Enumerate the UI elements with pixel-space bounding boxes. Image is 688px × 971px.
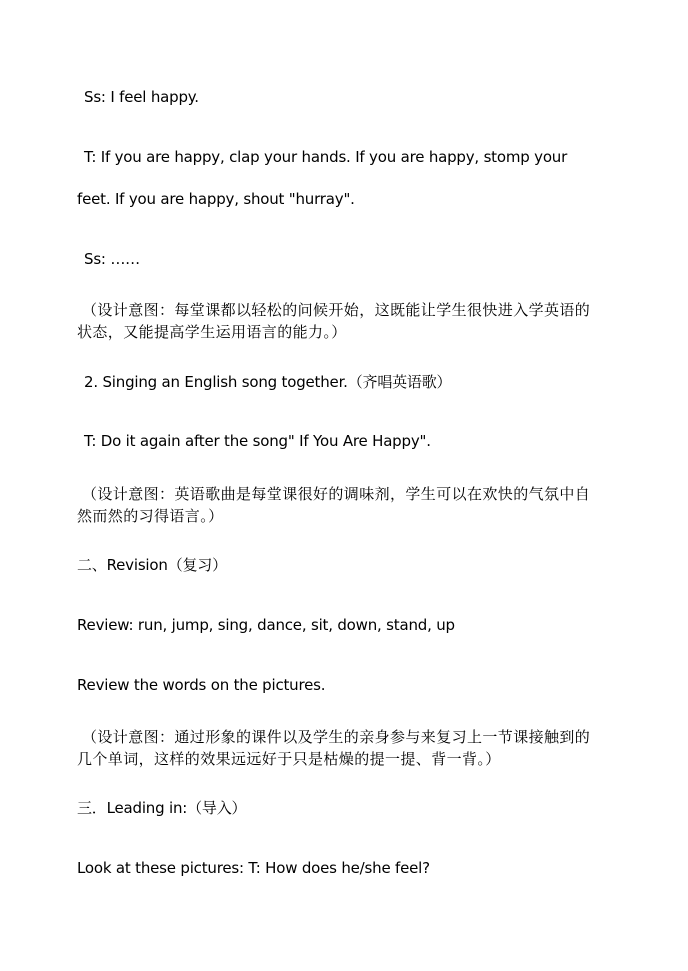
design-intent-note-3-cont: 几个单词，这样的效果远远好于只是枯燥的提一提、背一背。）: [77, 750, 501, 768]
dialogue-line-teacher-song: T: Do it again after the song" If You Are Happy".: [84, 432, 431, 450]
review-word-list: Review: run, jump, sing, dance, sit, down, stand, up: [77, 616, 455, 634]
section-heading-leading-in: 三．Leading in:（导入）: [77, 799, 247, 817]
section-heading-revision: 二、Revision（复习）: [77, 556, 227, 574]
section-item-singing: 2. Singing an English song together.（齐唱英语歌）: [84, 373, 452, 391]
leading-in-question: Look at these pictures: T: How does he/she feel?: [77, 859, 430, 877]
dialogue-line-teacher-instructions: T: If you are happy, clap your hands. If you are happy, stomp your: [84, 148, 568, 166]
review-pictures-line: Review the words on the pictures.: [77, 676, 326, 694]
dialogue-line-ss-feel-happy: Ss: I feel happy.: [84, 88, 199, 106]
dialogue-line-teacher-instructions-cont: feet. If you are happy, shout "hurray".: [77, 190, 355, 208]
design-intent-note-1: （设计意图：每堂课都以轻松的问候开始，这既能让学生很快进入学英语的: [82, 301, 591, 319]
design-intent-note-3: （设计意图：通过形象的课件以及学生的亲身参与来复习上一节课接触到的: [82, 728, 591, 746]
design-intent-note-2-cont: 然而然的习得语言。）: [77, 507, 224, 525]
design-intent-note-1-cont: 状态，又能提高学生运用语言的能力。）: [77, 323, 347, 341]
dialogue-line-ss-response: Ss: ……: [84, 250, 140, 268]
design-intent-note-2: （设计意图：英语歌曲是每堂课很好的调味剂，学生可以在欢快的气氛中自: [82, 485, 591, 503]
